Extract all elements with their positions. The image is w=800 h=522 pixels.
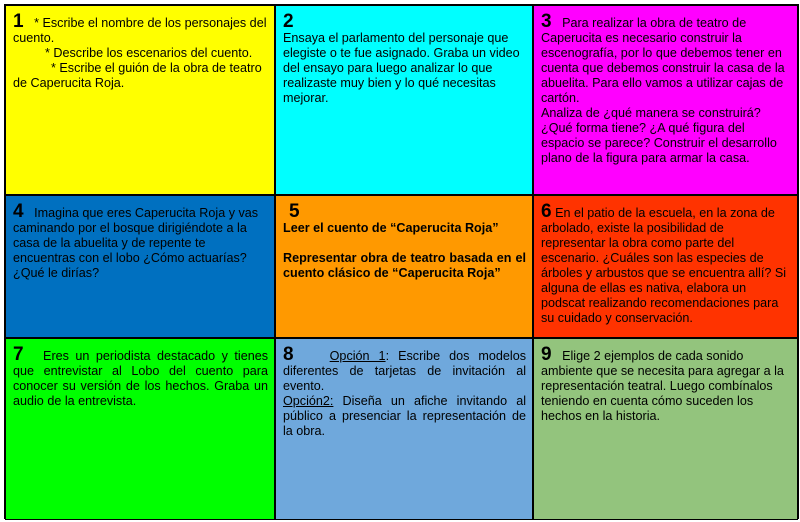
cell-number: 3 [541,11,552,32]
activity-cell-6 [533,195,798,338]
cell-text: : Escribe dos modelos diferentes de tarjetas de invitación al evento. [283,349,526,393]
activity-cell-8 [275,338,533,520]
cell-text: Representar obra de teatro basada en el cuento clásico de “Caperucita Roja” [283,251,526,280]
cell-number: 5 [289,201,300,222]
cell-text: Leer el cuento de “Caperucita Roja” [283,221,499,235]
cell-number: 1 [13,11,24,32]
cell-text: Para realizar la obra de teatro de Caperucita es necesario construir la escenografía, por lo que debemos tener en cuenta que debemos construir la casa de la abuelita. Para ello vamos a utilizar cajas de cartón. [541,16,785,105]
option-2-label: Opción2: [283,394,334,408]
activity-cell-4 [5,195,275,338]
activity-cell-9 [533,338,798,520]
activity-cell-3 [533,5,798,195]
cell-text: * Escribe el guión de la obra de teatro de Caperucita Roja. [13,61,262,90]
cell-text: Eres un periodista destacado y tienes que entrevistar al Lobo del cuento para conocer su versión de los hechos. Graba un audio de la entrevista. [13,349,269,408]
cell-number: 4 [13,201,24,222]
cell-text: Diseña un afiche invitando al público a presenciar la representación de la obra. [283,394,526,438]
cell-number: 9 [541,344,552,365]
cell-text: Ensaya el parlamento del personaje que elegiste o te fue asignado. Graba un video del ensayo para luego analizar lo que realizaste muy bien y lo qué necesitas mejorar. [283,31,520,105]
activity-grid [4,4,799,519]
activity-cell-5 [275,195,533,338]
cell-text: * Escribe el nombre de los personajes del cuento. [13,16,267,45]
cell-number: 8 [283,344,294,365]
cell-text: En el patio de la escuela, en la zona de arbolado, existe la posibilidad de representar la obra como parte del escenario. ¿Cuáles son las especies de árboles y arbustos que se encuentra allí? Si alguna de ellas es nativa, elabora un podscat realizando recomendaciones para su cuidado y conservación. [541,206,787,325]
activity-cell-1 [5,5,275,195]
cell-number: 2 [283,11,294,32]
activity-cell-7 [5,338,275,520]
cell-text: Imagina que eres Caperucita Roja y vas caminando por el bosque dirigiéndote a la casa de la abuelita y de repente te encuentras con el lobo ¿Cómo actuarías? ¿Qué le dirías? [13,206,259,280]
cell-text: Elige 2 ejemplos de cada sonido ambiente que se necesita para agregar a la representación teatral. Luego combínalos teniendo en cuenta cómo suceden los hechos en la historia. [541,349,784,423]
option-1-label: Opción 1 [329,349,386,363]
cell-text: Analiza de ¿qué manera se construirá? ¿Qué forma tiene? ¿A qué figura del espacio se parece? Construir el desarrollo plano de la figura para armar la casa. [541,106,777,165]
activity-cell-2 [275,5,533,195]
cell-number: 7 [13,344,24,365]
cell-text: * Describe los escenarios del cuento. [45,46,253,60]
cell-number: 6 [541,201,552,222]
